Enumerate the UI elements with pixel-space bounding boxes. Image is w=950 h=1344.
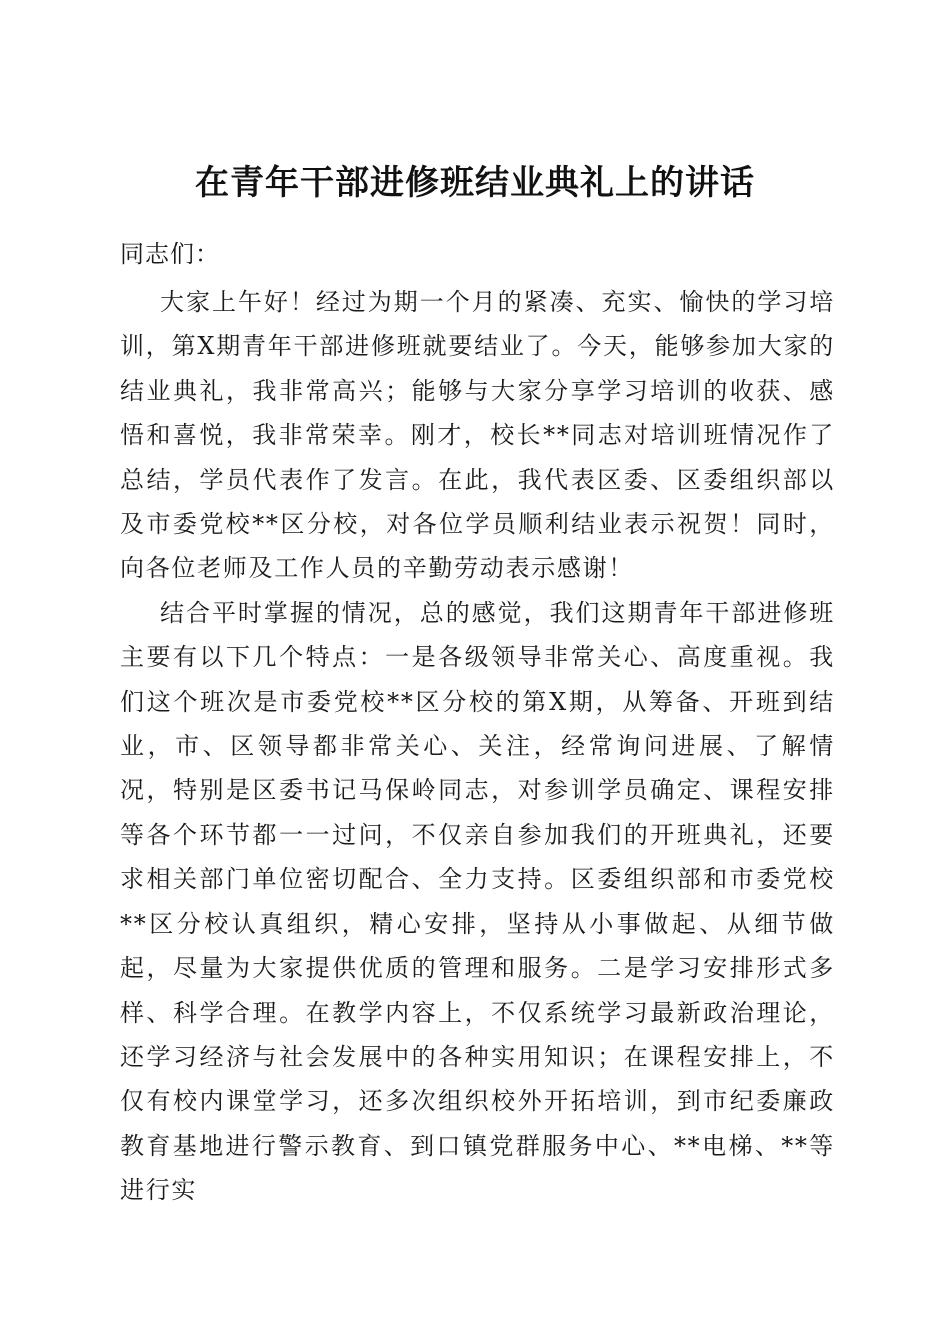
document-body — [120, 236, 835, 1213]
salutation: 同志们： — [120, 240, 220, 268]
document-title: 在青年干部进修班结业典礼上的讲话 — [195, 162, 755, 203]
paragraph-1: 大家上午好！经过为期一个月的紧凑、充实、愉快的学习培训，第X期青年干部进修班就要结业了。今天，能够参加大家的结业典礼，我非常高兴；能够与大家分享学习培训的收获、感悟和喜悦，我非常荣幸。刚才，校长**同志对培训班情况作了总结，学员代表作了发言。在此，我代表区委、区委组织部以及市委党校**区分校，对各位学员顺利结业表示祝贺！同时，向各位老师及工作人员的辛勤劳动表示感谢！ — [120, 288, 835, 583]
paragraph-2: 结合平时掌握的情况，总的感觉，我们这期青年干部进修班主要有以下几个特点：一是各级领导非常关心、高度重视。我们这个班次是市委党校**区分校的第X期，从筹备、开班到结业，市、区领导都非常关心、关注，经常询问进展、了解情况，特别是区委书记马保岭同志，对参训学员确定、课程安排等各个环节都一一过问，不仅亲自参加我们的开班典礼，还要求相关部门单位密切配合、全力支持。区委组织部和市委党校**区分校认真组织，精心安排，坚持从小事做起、从细节做起，尽量为大家提供优质的管理和服务。二是学习安排形式多样、科学合理。在教学内容上，不仅系统学习最新政治理论，还学习经济与社会发展中的各种实用知识；在课程安排上，不仅有校内课堂学习，还多次组织校外开拓培训，到市纪委廉政教育基地进行警示教育、到口镇党群服务中心、**电梯、**等进行实 — [120, 598, 835, 1205]
